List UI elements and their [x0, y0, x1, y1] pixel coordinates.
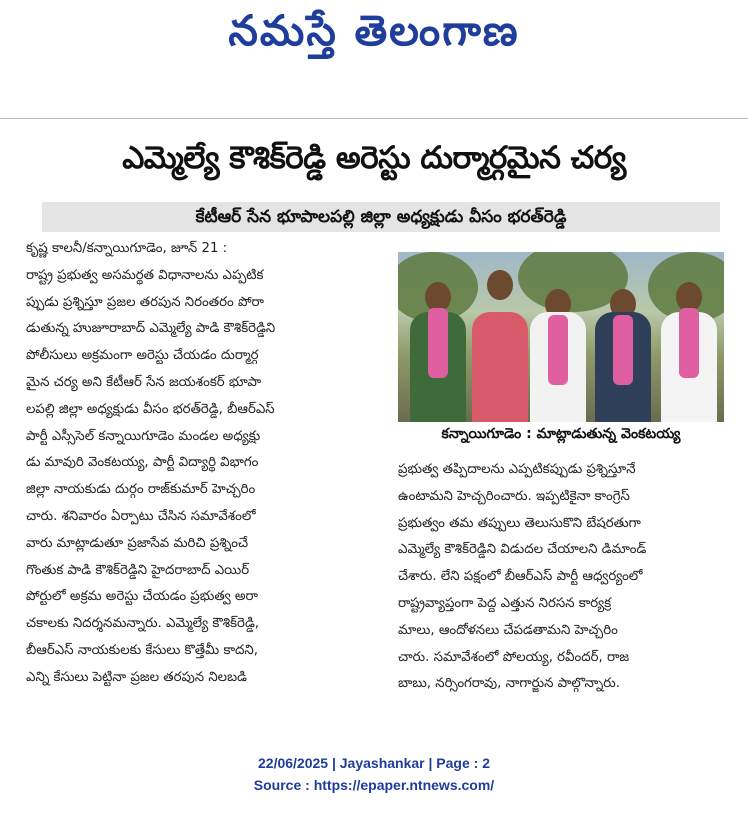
footer-source: Source : https://epaper.ntnews.com/	[253, 777, 495, 793]
photo-person	[408, 272, 468, 422]
photo-caption: కన్నాయిగూడెం : మాట్లాడుతున్న వెంకటయ్య	[441, 426, 681, 442]
photo-person	[658, 272, 720, 422]
article-line: పోలీసులు అక్రమంగా అరెస్టు చేయడం దుర్మార్గ	[26, 348, 259, 364]
article-line: చారు. సమావేశంలో పోలయ్య, రవీందర్, రాజ	[398, 649, 630, 665]
article-body-left	[26, 236, 384, 734]
article-line: చారు. శనివారం ఏర్పాటు చేసిన సమావేశంలో	[26, 508, 256, 524]
article-line: డు మావురి వెంకటయ్య, పార్టీ విద్యార్థి విభాగం	[26, 455, 259, 471]
article-line: ప్పుడు ప్రశ్నిస్తూ ప్రజల తరపున నిరంతరం పోరా	[26, 294, 264, 310]
article-line: చకాలకు నిదర్శనమన్నారు. ఎమ్మెల్యే కౌశిక్‌రెడ్డి,	[26, 616, 260, 632]
article-line: లపల్లి జిల్లా అధ్యక్షుడు వీసం భరత్‌రెడ్డి, బీఆర్‌ఎస్	[26, 401, 275, 417]
article-line: మైన చర్య అని కేటీఆర్ సేన జయశంకర్ భూపా	[26, 374, 262, 390]
article-line: బాబు, నర్సింగరావు, నాగార్జున పాల్గొన్నారు.	[398, 676, 620, 692]
page-footer	[0, 752, 748, 796]
article-line: ఎమ్మెల్యే కౌశిక్‌రెడ్డిని విడుదల చేయాలని డిమాండ్	[398, 542, 647, 558]
article-line: బీఆర్‌ఎస్ నాయకులకు కేసులు కొత్తేమీ కాదని,	[26, 642, 258, 658]
photo-person	[593, 277, 653, 422]
article-line: రాష్ట్రవ్యాప్తంగా పెద్ద ఎత్తున నిరసన కార్యక్ర	[398, 595, 612, 611]
article-line: డుతున్న హుజూరాబాద్ ఎమ్మెల్యే పాడి కౌశిక్‌రెడ్డిని	[26, 321, 276, 337]
article-line: జిల్లా నాయకుడు దుర్గం రాజ్‌కుమార్ హెచ్చరిం	[26, 482, 256, 498]
newspaper-logo: నమస్తే తెలంగాణ	[228, 6, 520, 55]
article-subheadline: కేటీఆర్ సేన భూపాలపల్లి జిల్లా అధ్యక్షుడు వీసం భరత్‌రెడ్డి	[42, 202, 720, 232]
article-body-right	[398, 457, 724, 717]
photo-person	[528, 277, 588, 422]
article-line: పార్టీ ఎస్సీసెల్ కన్నాయిగూడెం మండల అధ్యక్షు	[26, 428, 261, 444]
article-line: మాలు, ఆందోళనలు చేపడతామని హెచ్చరిం	[398, 622, 618, 638]
footer-edition-info: 22/06/2025 | Jayashankar | Page : 2	[258, 755, 490, 771]
article-headline: ఎమ్మెల్యే కౌశిక్‌రెడ్డి అరెస్టు దుర్మార్గమైన చర్య	[122, 140, 626, 176]
article-line: ప్రభుత్వ తప్పిదాలను ఎప్పటికప్పుడు ప్రశ్నిస్తూనే	[398, 462, 636, 477]
article-line: రాష్ట్ర ప్రభుత్వ అసమర్థత విధానాలను ఎప్పటిక	[26, 267, 264, 283]
article-line: వారు మాట్లాడుతూ ప్రజాసేవ మరిచి ప్రశ్నించే	[26, 535, 249, 551]
article-line: పోర్టులో అక్రమ అరెస్టు చేయడం ప్రభుత్వ అరా	[26, 589, 259, 605]
article-line: ఉంటామని హెచ్చరించారు. ఇప్పటికైనా కాంగ్రెస్	[398, 488, 630, 504]
photo-person	[470, 262, 530, 422]
masthead	[0, 0, 748, 88]
article-line: గొంతుక పాడి కౌశిక్‌రెడ్డిని హైదరాబాద్ ఎయిర్	[26, 562, 250, 578]
article-line: ప్రభుత్వం తమ తప్పులు తెలుసుకొని బేషరతుగా	[398, 515, 641, 531]
divider	[0, 118, 748, 119]
article-line: ఎన్ని కేసులు పెట్టినా ప్రజల తరపున నిలబడి	[26, 669, 247, 685]
article-line: కృష్ణ కాలనీ/కన్నాయిగూడెం, జూన్ 21 :	[26, 241, 228, 256]
article-line: చేశారు. లేని పక్షంలో బీఆర్‌ఎస్ పార్టీ ఆధ్వర్యంలో	[398, 569, 643, 585]
next-article-cutoff	[26, 732, 726, 738]
article-photo	[398, 252, 724, 422]
